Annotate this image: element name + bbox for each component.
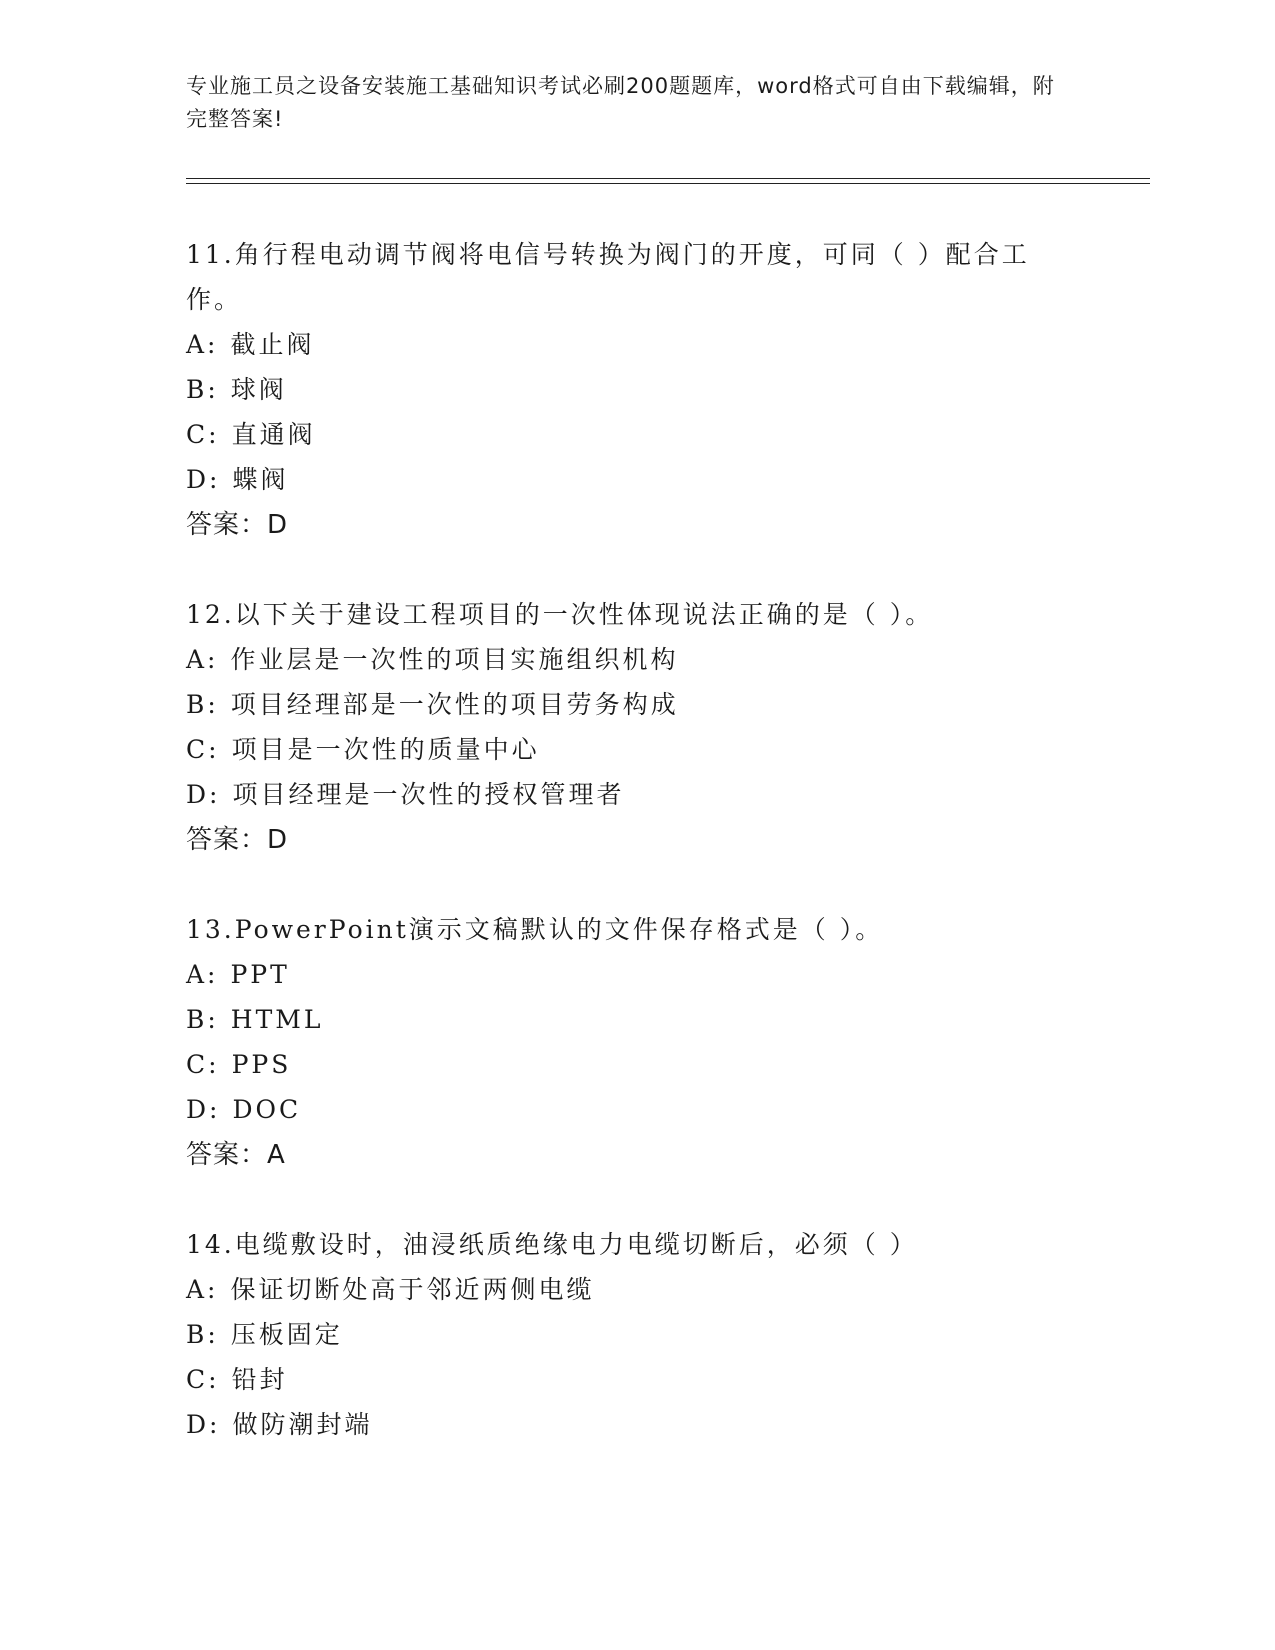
option-letter: B: (186, 375, 219, 404)
option-text: 截止阀 (230, 330, 315, 359)
option-text: 项目经理是一次性的授权管理者 (232, 780, 625, 809)
option-text: 球阀 (230, 375, 287, 404)
option-a (186, 322, 1086, 367)
option-text: 保证切断处高于邻近两侧电缆 (230, 1275, 595, 1304)
option-text: HTML (230, 1005, 324, 1034)
option-text: 压板固定 (230, 1320, 343, 1349)
option-d (186, 457, 1086, 502)
option-c (186, 1357, 1086, 1402)
option-letter: C: (186, 1050, 220, 1079)
option-text: PPS (231, 1050, 292, 1079)
question-stem: 13.PowerPoint演示文稿默认的文件保存格式是（ ）。 (186, 915, 884, 944)
option-letter: D: (186, 1095, 221, 1124)
question-stem: 11.角行程电动调节阀将电信号转换为阀门的开度，可同（ ）配合工作。 (186, 240, 1030, 314)
option-text: 作业层是一次性的项目实施组织机构 (230, 645, 679, 674)
option-b (186, 682, 1086, 727)
option-c (186, 1042, 1086, 1087)
option-text: 蝶阀 (232, 465, 289, 494)
option-b (186, 1312, 1086, 1357)
option-a (186, 637, 1086, 682)
option-text: 直通阀 (231, 420, 316, 449)
option-text: 铅封 (231, 1365, 288, 1394)
option-letter: B: (186, 1005, 219, 1034)
option-text: DOC (232, 1095, 302, 1124)
option-letter: A: (186, 330, 219, 359)
option-text: 项目是一次性的质量中心 (231, 735, 540, 764)
question-13 (186, 907, 1086, 1178)
header-rule-top (186, 178, 1150, 179)
answer-line: 答案：D (186, 825, 289, 855)
option-letter: B: (186, 690, 219, 719)
option-letter: C: (186, 1365, 220, 1394)
header-rule-bottom (186, 183, 1150, 184)
option-b (186, 997, 1086, 1042)
question-11 (186, 232, 1086, 548)
option-letter: D: (186, 465, 221, 494)
option-letter: A: (186, 960, 219, 989)
option-c (186, 412, 1086, 457)
option-d (186, 1087, 1086, 1132)
option-d (186, 1402, 1086, 1447)
document-header: 专业施工员之设备安装施工基础知识考试必刷200题题库，word格式可自由下载编辑，附完整答案! (186, 74, 1055, 131)
answer-line: 答案：A (186, 1140, 286, 1170)
question-14 (186, 1222, 1086, 1447)
question-list (186, 232, 1086, 1491)
question-stem: 14.电缆敷设时，油浸纸质绝缘电力电缆切断后，必须（ ） (186, 1230, 918, 1259)
option-letter: D: (186, 780, 221, 809)
option-letter: A: (186, 1275, 219, 1304)
option-text: 做防潮封端 (232, 1410, 373, 1439)
option-letter: B: (186, 1320, 219, 1349)
option-c (186, 727, 1086, 772)
question-stem: 12.以下关于建设工程项目的一次性体现说法正确的是（ ）。 (186, 600, 934, 629)
option-letter: C: (186, 420, 220, 449)
option-letter: D: (186, 1410, 221, 1439)
question-12 (186, 592, 1086, 863)
option-b (186, 367, 1086, 412)
option-letter: C: (186, 735, 220, 764)
option-d (186, 772, 1086, 817)
option-text: 项目经理部是一次性的项目劳务构成 (230, 690, 679, 719)
option-a (186, 1267, 1086, 1312)
option-letter: A: (186, 645, 219, 674)
option-text: PPT (230, 960, 290, 989)
option-a (186, 952, 1086, 997)
answer-line: 答案：D (186, 510, 289, 540)
